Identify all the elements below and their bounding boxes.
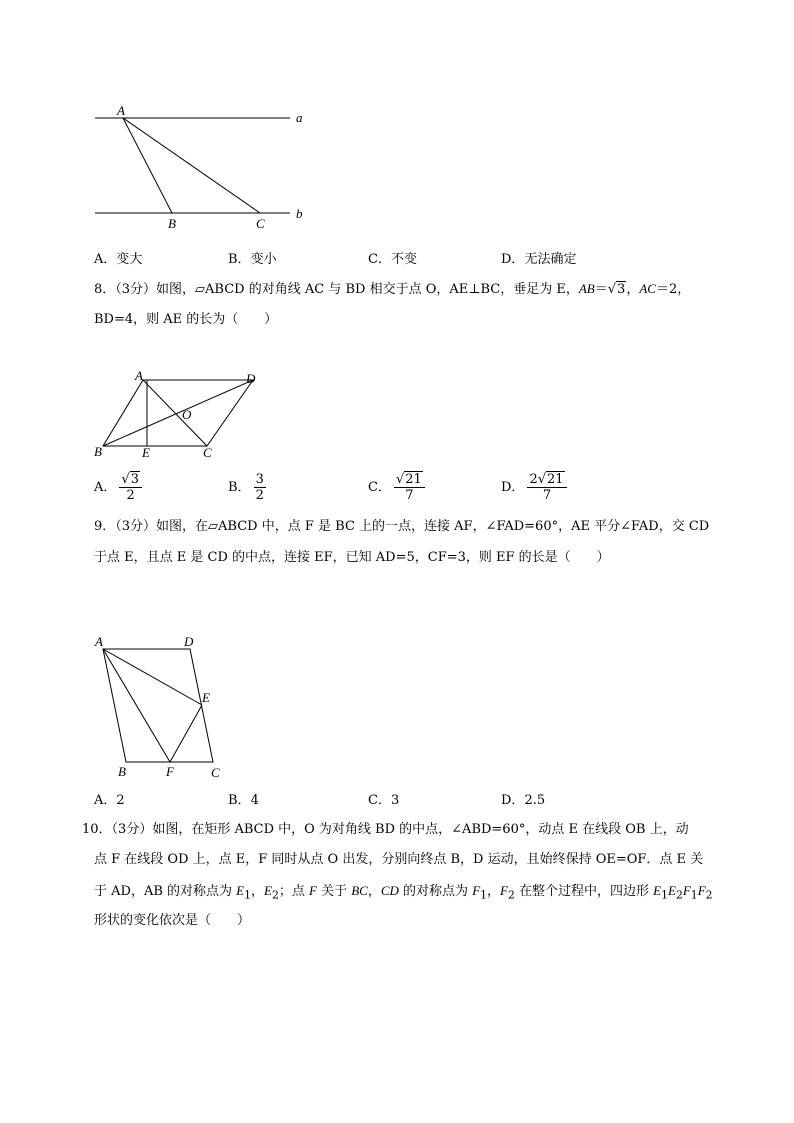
label-O: O xyxy=(182,407,192,422)
q8-figure xyxy=(90,368,270,463)
q8-option-c: C． $\frac{√21}{7}$ xyxy=(368,472,425,503)
label-A: A xyxy=(95,634,103,649)
q8-line2: BD=4，则 AE 的长为（ ） xyxy=(94,312,278,327)
label-a: a xyxy=(296,110,303,125)
q10-line2: 点 F 在线段 OD 上，点 E，F 同时从点 O 出发，分别向终点 B，D 运动，且始终保持 OE=OF．点 E 关 xyxy=(94,852,704,867)
label-C: C xyxy=(211,765,220,780)
q8-option-b: B． $\frac{3}{2}$ xyxy=(228,472,264,503)
label-A: A xyxy=(117,103,125,118)
q9-figure xyxy=(90,632,240,782)
q10-line1: 10．（3分）如图，在矩形 ABCD 中，O 为对角线 BD 的中点，∠ABD=60°，动点 E 在线段 OB 上，动 xyxy=(82,822,689,837)
parallelogram-abcd xyxy=(103,649,213,762)
q10-line4: 形状的变化依次是（ ） xyxy=(94,913,251,928)
q9-option-b: B．4 xyxy=(228,793,259,808)
q8-option-d: D． $\frac{2√21}{7}$ xyxy=(501,472,567,503)
q7-option-a: A．变大 xyxy=(94,252,143,267)
label-B: B xyxy=(94,444,102,459)
label-B: B xyxy=(168,216,176,231)
label-D: D xyxy=(184,634,194,649)
diagonal-ac xyxy=(143,380,207,446)
q9-option-c: C．3 xyxy=(368,793,400,808)
q9-line1: 9．（3分）如图，在▱ABCD 中，点 F 是 BC 上的一点，连接 AF，∠FAD=60°，AE 平分∠FAD，交 CD xyxy=(94,519,710,534)
q7-option-b: B．变小 xyxy=(228,252,277,267)
label-F: F xyxy=(166,764,174,779)
q8-option-a: A． $\frac{√3}{2}$ xyxy=(94,472,142,503)
segment-ae xyxy=(103,649,202,705)
segment-ab xyxy=(123,118,172,213)
q7-option-d: D．无法确定 xyxy=(501,252,577,267)
q10-line3: 于 AD，AB 的对称点为 $E_1$，$E_2$；点 F 关于 BC，CD 的对称点为 $F_1$，$F_2$ 在整个过程中，四边形 $E_1E_2F_1F_2$ xyxy=(94,883,713,902)
q7-option-c: C．不变 xyxy=(368,252,417,267)
q7-figure xyxy=(90,100,320,235)
q9-option-a: A．2 xyxy=(94,793,125,808)
label-C: C xyxy=(203,445,212,460)
q9-option-d: D．2.5 xyxy=(501,793,546,808)
parallelogram-icon: ▱ xyxy=(208,519,219,534)
label-b: b xyxy=(296,206,303,221)
label-E: E xyxy=(142,445,150,460)
segment-ef xyxy=(170,705,202,762)
segment-ac xyxy=(123,118,260,213)
segment-af xyxy=(103,649,170,762)
q8-line1: 8．（3分）如图，▱ABCD 的对角线 AC 与 BD 相交于点 O，AE⊥BC，垂足为 E，AB＝√3，AC＝2， xyxy=(94,281,691,297)
label-D: D xyxy=(246,371,256,386)
parallelogram-icon: ▱ xyxy=(195,282,206,297)
label-B: B xyxy=(118,764,126,779)
q9-line2: 于点 E，且点 E 是 CD 的中点，连接 EF，已知 AD=5，CF=3，则 EF 的长是（ ） xyxy=(94,550,610,565)
label-C: C xyxy=(256,216,265,231)
label-A: A xyxy=(135,368,143,383)
label-E: E xyxy=(202,690,210,705)
